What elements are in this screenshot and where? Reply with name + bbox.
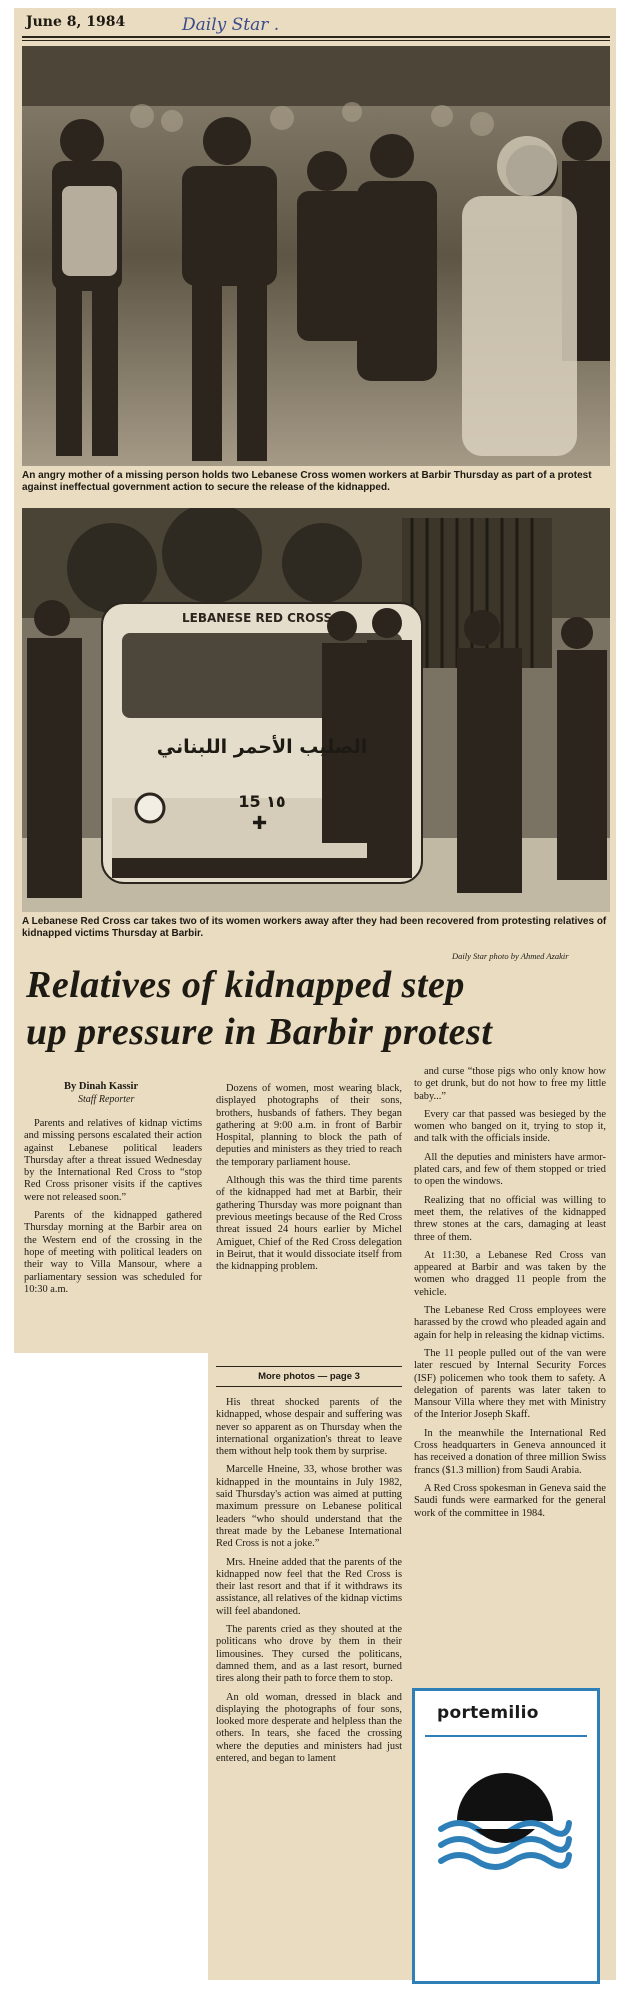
sun-over-waves-logo-icon (435, 1761, 575, 1921)
paragraph: All the deputies and ministers have armor-plated cars, and few of them stopped or tried to open the windows. (414, 1151, 606, 1188)
byline-author: By Dinah Kassir (64, 1081, 139, 1092)
byline (64, 1080, 138, 1106)
photo2-caption: A Lebanese Red Cross car takes two of its women workers away after they had been recovered from protesting relatives of kidnapped victims Thursday at Barbir. (22, 916, 607, 939)
red-cross-icon: ✚ (252, 813, 268, 834)
paragraph: His threat shocked parents of the kidnapped, whose despair and suffering was never so apparent as on Thursday when the international organization's threat to leave them without help took them by surprise. (216, 1397, 402, 1458)
article-column-2-bottom (216, 1397, 402, 1771)
masthead-rule (22, 36, 610, 38)
article-column-3 (414, 1066, 606, 1526)
more-photos-reference: More photos — page 3 (216, 1366, 402, 1387)
headline-line1: Relatives of kidnapped step (26, 964, 465, 1006)
headline-line2: up pressure in Barbir protest (26, 1011, 493, 1053)
photo1-caption: An angry mother of a missing person holds two Lebanese Cross women workers at Barbir Thursday as part of a protest against ineffectual government action to secure the release of the kidnapped. (22, 470, 592, 493)
article-column-1 (24, 1118, 202, 1302)
paragraph: Dozens of women, most wearing black, displayed photographs of their sons, brothers, husbands of fathers. They began gathering at 9:00 a.m. in front of Barbir Hospital, planning to block the path of deputies and ministers as they tried to reach the temporary parliament house. (216, 1083, 402, 1168)
paragraph: In the meanwhile the International Red Cross headquarters in Geneva announced it has received a donation of three million Swiss francs ($1.3 million) from Saudi Arabia. (414, 1427, 606, 1476)
red-cross-van-photo (22, 508, 610, 912)
paragraph: Mrs. Hneine added that the parents of the kidnapped now feel that the Red Cross is their last resort and that if it withdraws its assistance, all relatives of the kidnap victims will feel abandoned. (216, 1556, 402, 1617)
paragraph: Marcelle Hneine, 33, whose brother was kidnapped in the mountains in July 1982, said Thursday's action was aimed at putting maximum pressure on Lebanese political leaders “who should understand that the threat made by the Lebanese International Red Cross is not a joke.” (216, 1464, 402, 1550)
paragraph: Although this was the third time parents of the kidnapped had met at Barbir, their gathering Thursday was more poignant than previous meetings because of the Red Cross threat issued 24 hours earlier by Michel Amiguet, Chief of the Red Cross delegation in Beirut, that it would dissociate itself from the kidnapping problem. (216, 1175, 402, 1273)
paragraph: A Red Cross spokesman in Geneva said the Saudi funds were earmarked for the general work of the committee in 1984. (414, 1482, 606, 1519)
issue-date: June 8, 1984 (26, 14, 126, 30)
paragraph: Parents of the kidnapped gathered Thursday morning at the Barbir area on the Western end of the crossing in the hope of meeting with political leaders on their way to Villa Mansour, where a parliamentary session was scheduled for 10:30 a.m. (24, 1210, 202, 1295)
paragraph: and curse “those pigs who only know how to get drunk, but do not how to free my little baby...” (414, 1066, 606, 1102)
paragraph: The 11 people pulled out of the van were later rescued by Internal Security Forces (ISF) policemen who took them to safety. A delegation of parents was later taken to Mansour Villa where they met with Ministry of the Interior Joseph Skaff. (414, 1347, 606, 1421)
paragraph: Every car that passed was besieged by the women who banged on it, trying to stop it, and talk with the officials inside. (414, 1108, 606, 1145)
byline-role: Staff Reporter (78, 1094, 135, 1105)
photo-credit: Daily Star photo by Ahmed Azakir (452, 951, 569, 961)
paragraph: The parents cried as they shouted at the politicans who drove by them in their limousines. They cursed the politicans, damned them, and as a last resort, burned tires along their path to force them to stop. (216, 1624, 402, 1685)
handwritten-source-note: Daily Star . (182, 15, 280, 35)
paragraph: At 11:30, a Lebanese Red Cross van appeared at Barbir and was taken by the women who dragged 11 people from the vehicle. (414, 1249, 606, 1298)
masthead-rule-thin (22, 40, 610, 41)
ad-brand-name: portemilio (437, 1703, 539, 1723)
article-column-2-top (216, 1083, 402, 1279)
ad-divider (425, 1735, 587, 1737)
paragraph: Realizing that no official was willing to meet them, the relatives of the kidnapped threw stones at the cars, damaging at least three of them. (414, 1194, 606, 1243)
van-banner: LEBANESE RED CROSS (182, 611, 333, 625)
paragraph: The Lebanese Red Cross employees were harassed by the crowd who pleaded again and again for help in releasing the kidnap victims. (414, 1305, 606, 1341)
paragraph: Parents and relatives of kidnap victims and missing persons escalated their action against Lebanese political leaders Thursday after a threat issued Wednesday by the International Red Cross to “stop Red Cross prisoner visits if the captives were not released soon.” (24, 1118, 202, 1203)
paragraph: An old woman, dressed in black and displaying the photographs of four sons, looked more desperate and helpless than the others. In tears, she faced the crossing where the deputies and ministers had just entered, and began to lament (216, 1691, 402, 1765)
portemilio-advertisement (412, 1688, 600, 1984)
van-door-arabic-text: الصليب الأحمر اللبناني (156, 736, 368, 758)
protest-crowd-photo (22, 46, 610, 466)
van-plate-number: 15 ١٥ (238, 792, 286, 811)
